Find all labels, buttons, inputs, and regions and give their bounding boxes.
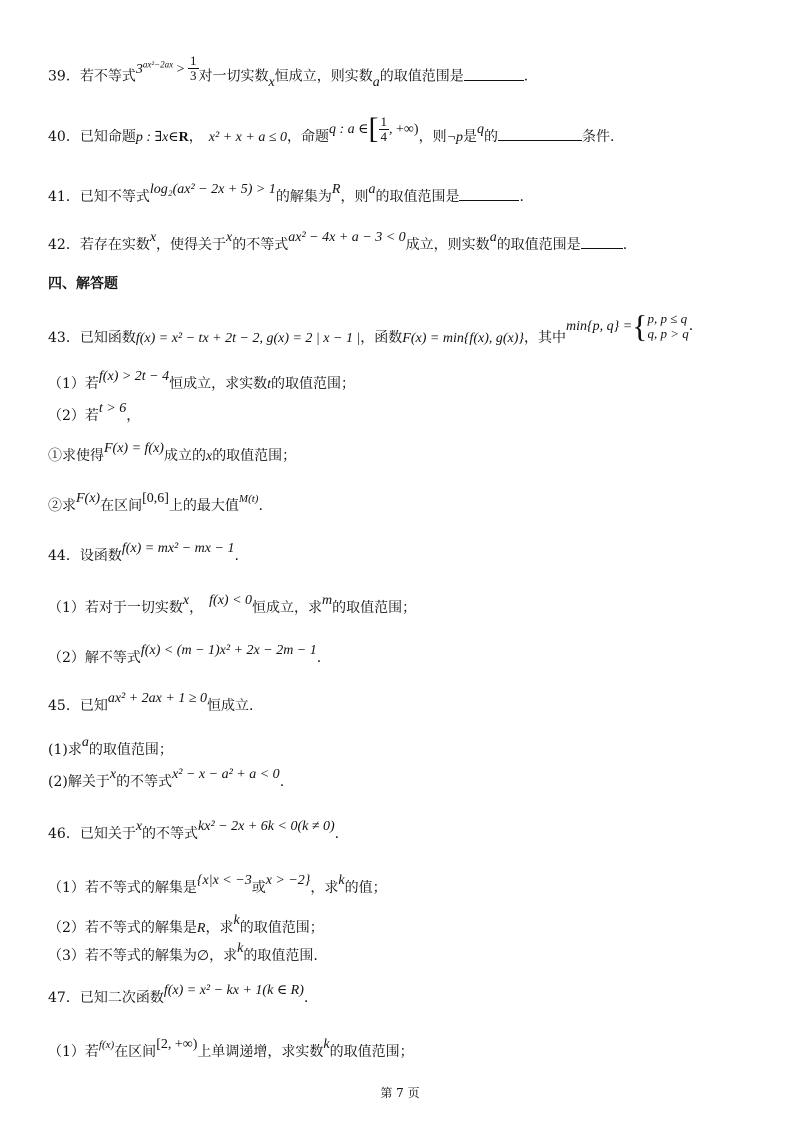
q46-s2-label: （2）若不等式的解集是 <box>48 920 197 936</box>
q39-text-3: 恒成立，则实数 <box>274 68 373 85</box>
q39-exponent: ax²−2ax <box>142 59 174 69</box>
q39-var-a: a <box>372 74 380 90</box>
q40-reals: R <box>178 130 189 145</box>
q44-part-2 <box>48 643 760 669</box>
q43-cases <box>648 311 689 341</box>
q44-function: f(x) = mx² − mx − 1 <box>121 541 235 556</box>
q43-text-1: 已知函数 <box>79 330 136 346</box>
q44-end: . <box>234 548 239 564</box>
q39-fraction <box>188 54 199 83</box>
q43-s1-label: （1）若 <box>48 376 99 392</box>
q44-s1-text-2: 恒成立，求 <box>252 600 323 616</box>
q39-text-4: 的取值范围是 <box>379 68 464 85</box>
q45-s2-x: x <box>109 767 117 782</box>
q41-text-1: 已知不等式 <box>79 189 150 205</box>
q43-case-1: p, p ≤ q <box>647 311 688 326</box>
q45-part-2 <box>48 767 760 793</box>
q43-s2-text-1: ， <box>126 408 141 424</box>
q45-expression: ax² + 2ax + 1 ≥ 0 <box>107 691 208 706</box>
q42-x: x <box>149 230 157 245</box>
q43-s2a-expression: F(x) = f(x) <box>104 441 164 456</box>
q43-s2b-end: . <box>258 498 263 514</box>
q46-s1-set-2: x > −2} <box>265 873 311 888</box>
question-number: 39． <box>48 68 80 85</box>
q43-text-2: ，函数 <box>360 330 403 346</box>
q43-s2-expression: t > 6 <box>98 401 127 416</box>
q43-period: . <box>688 318 694 334</box>
q46-s1-or: 或 <box>251 880 266 896</box>
q44-s1-m: m <box>322 593 333 608</box>
q45-text-1: 已知 <box>79 698 108 714</box>
q47-s1-text-3: 的取值范围； <box>329 1044 414 1060</box>
q39-frac-den: 3 <box>190 68 197 84</box>
q46-s1-text-2: 的值； <box>344 880 387 896</box>
q39-base: 3 <box>135 61 143 77</box>
q43-s2b-text-2: 上的最大值 <box>168 498 239 514</box>
question-44 <box>48 541 760 567</box>
q47-s1-label: （1）若 <box>48 1044 99 1060</box>
q44-s1-label: （1）若对于一切实数 <box>48 600 183 616</box>
q45-s2-text-1: 的不等式 <box>116 774 173 790</box>
q43-F-definition: F(x) = min{f(x), g(x)} <box>402 331 524 346</box>
q40-bracket-left: [ <box>368 112 379 145</box>
q40-q: q <box>477 122 485 137</box>
q39-var-x: x <box>268 74 275 90</box>
q43-case-2: q, p > q <box>647 326 689 341</box>
q46-part-2 <box>48 913 760 939</box>
answer-blank[interactable] <box>498 126 582 141</box>
q42-a: a <box>489 230 497 245</box>
q46-s1-k: k <box>338 873 345 888</box>
q47-function: f(x) = x² − kx + 1(k ∈ R) <box>163 983 304 998</box>
answer-blank[interactable] <box>581 234 623 249</box>
q45-part-1 <box>48 735 760 761</box>
question-47 <box>48 983 760 1009</box>
question-number: 42． <box>48 237 80 253</box>
question-number: 47． <box>48 990 80 1006</box>
q40-fraction <box>379 115 390 144</box>
q42-text-5: 的取值范围是 <box>496 237 581 253</box>
q44-s2-expression: f(x) < (m − 1)x² + 2x − 2m − 1 <box>140 643 317 658</box>
q42-end: . <box>622 237 628 253</box>
q46-s2-k: k <box>233 913 240 928</box>
q43-s2b-F: F(x) <box>76 491 101 506</box>
q41-a: a <box>368 182 376 197</box>
q44-text-1: 设函数 <box>79 548 122 564</box>
question-42 <box>48 230 760 256</box>
question-41 <box>48 182 760 208</box>
q42-text-1: 若存在实数 <box>79 237 150 253</box>
q45-s2-label: (2)解关于 <box>48 774 110 790</box>
q40-text-6: 的 <box>484 129 499 145</box>
q43-s2b-text-1: 在区间 <box>100 498 143 514</box>
q43-min-lhs: min{p, q} = <box>566 319 633 334</box>
q40-frac-den: 4 <box>380 128 388 144</box>
q40-text-5: 是 <box>463 129 478 145</box>
answer-blank[interactable] <box>459 186 519 201</box>
q46-s2-R: R <box>196 921 206 936</box>
q45-s2-end: . <box>279 774 285 790</box>
q41-text-4: 的取值范围是 <box>375 189 460 205</box>
q46-part-1 <box>48 873 760 899</box>
q46-s3-text-1: ，求 <box>209 948 238 964</box>
section-heading: 四、解答题 <box>48 276 118 292</box>
q45-s1-a: a <box>81 735 89 750</box>
question-40 <box>48 112 760 152</box>
q40-text-3: ，命题 <box>287 129 329 145</box>
q47-s1-interval: [2, +∞) <box>156 1037 198 1052</box>
q40-prop-p: p : ∃x∈R <box>135 130 189 145</box>
q42-text-3: 的不等式 <box>232 237 289 253</box>
q43-s2b-label: ②求 <box>48 498 76 514</box>
q46-s3-label: （3）若不等式的解集为 <box>48 948 197 964</box>
q46-s1-text-1: ，求 <box>310 880 339 896</box>
q41-r: R <box>331 182 341 197</box>
q43-brace: { <box>632 308 648 344</box>
q41-text-3: ，则 <box>340 189 369 205</box>
q47-part-1 <box>48 1037 760 1063</box>
q47-text-1: 已知二次函数 <box>79 990 164 1006</box>
q46-x: x <box>135 819 143 834</box>
q47-s1-k: k <box>323 1037 330 1052</box>
q42-x-2: x <box>226 230 233 245</box>
q46-s1-label: （1）若不等式的解集是 <box>48 880 197 896</box>
q40-text-4: ，则 <box>418 129 447 145</box>
q40-text-7: 条件. <box>582 129 615 145</box>
question-number: 41． <box>48 189 80 205</box>
q43-min-definition <box>566 310 693 342</box>
q43-text-3: ，其中 <box>524 330 566 346</box>
q43-s1-t: t <box>267 377 272 392</box>
question-number: 43． <box>48 330 80 346</box>
q39-frac-num: 1 <box>190 53 197 69</box>
q40-text-1: 已知命题 <box>79 129 136 145</box>
q44-s1-text-3: 的取值范围； <box>332 600 417 616</box>
q43-s2a-text-1: 成立的 <box>163 448 206 464</box>
q43-s2a-x: x <box>205 449 213 464</box>
question-number: 44． <box>48 548 80 564</box>
q45-s1-text-1: 的取值范围； <box>88 742 173 758</box>
q46-s3-text-2: 的取值范围. <box>243 948 318 964</box>
q43-s2b-M: M(t) <box>238 493 259 505</box>
q43-s1-text-2: 的取值范围； <box>271 376 356 392</box>
q46-text-1: 已知关于 <box>79 826 136 842</box>
q44-part-1 <box>48 593 760 619</box>
q43-s2b-interval: [0,6] <box>142 491 169 506</box>
q40-prop-q: q : a ∈ <box>329 122 369 137</box>
q39-power <box>135 59 174 77</box>
q47-end: . <box>303 990 309 1006</box>
q45-s2-expression: x² − x − a² + a < 0 <box>172 767 280 782</box>
q44-s1-x: x <box>182 593 190 608</box>
page-number: 第 7 页 <box>380 1086 420 1100</box>
q47-s1-f: f(x) <box>98 1039 115 1051</box>
q43-part-2b <box>48 491 760 517</box>
q40-interval-right: , +∞) <box>389 122 419 137</box>
question-number: 40． <box>48 129 80 145</box>
q43-s2a-label: ①求使得 <box>48 448 104 464</box>
q44-s2-label: （2）解不等式 <box>48 650 141 666</box>
q46-s3-k: k <box>237 941 244 956</box>
q46-s3-empty-set: ∅ <box>196 949 210 964</box>
q45-text-2: 恒成立. <box>207 698 254 714</box>
q39-text-1: 若不等式 <box>79 68 136 85</box>
q41-end: . <box>519 189 524 205</box>
q42-text-4: 成立，则实数 <box>405 237 490 253</box>
q39-gt: > <box>173 61 188 77</box>
answer-blank[interactable] <box>464 66 524 81</box>
question-43 <box>48 308 760 354</box>
q43-s1-text-1: 恒成立，求实数 <box>169 376 268 392</box>
q44-s1-expression: f(x) < 0 <box>209 593 253 608</box>
q43-functions: f(x) = x² − tx + 2t − 2, g(x) = 2 | x − 1 | <box>135 331 361 346</box>
q40-frac-num: 1 <box>380 113 388 129</box>
q43-s1-expression: f(x) > 2t − 4 <box>98 369 170 384</box>
q41-text-2: 的解集为 <box>275 189 332 205</box>
question-39 <box>48 53 760 91</box>
q46-s2-text-1: ，求 <box>205 920 234 936</box>
question-number: 46． <box>48 826 80 842</box>
q47-s1-text-2: 上单调递增，求实数 <box>197 1044 324 1060</box>
q39-text-2: 对一切实数 <box>198 68 269 85</box>
q46-expression: kx² − 2x + 6k < 0(k ≠ 0) <box>198 819 335 834</box>
q44-s2-end: . <box>316 650 322 666</box>
q43-s2-label: （2）若 <box>48 408 99 424</box>
q41-expression: log₂(ax² − 2x + 5) > 1 <box>149 182 276 197</box>
q43-part-2 <box>48 401 760 427</box>
q44-s1-text-1: ， <box>189 600 204 616</box>
q46-part-3 <box>48 941 760 967</box>
q40-inequality: x² + x + a ≤ 0 <box>208 130 287 145</box>
question-45 <box>48 691 760 717</box>
q46-s2-text-2: 的取值范围； <box>239 920 324 936</box>
q43-part-2a <box>48 441 760 467</box>
q39-end: . <box>523 68 529 85</box>
q40-text-2: ， <box>188 129 203 145</box>
q42-text-2: ，使得关于 <box>156 237 227 253</box>
q45-s1-label: (1)求 <box>48 742 82 758</box>
q46-end: . <box>334 826 340 842</box>
q40-not-p: ¬p <box>446 130 464 145</box>
q43-s2a-text-2: 的取值范围； <box>212 448 297 464</box>
q46-text-2: 的不等式 <box>142 826 199 842</box>
q43-part-1 <box>48 369 760 395</box>
question-number: 45． <box>48 698 80 714</box>
q42-expression: ax² − 4x + a − 3 < 0 <box>288 230 406 245</box>
question-46 <box>48 819 760 845</box>
q46-s1-set-1: {x|x < −3 <box>196 873 252 888</box>
q47-s1-text-1: 在区间 <box>114 1044 157 1060</box>
